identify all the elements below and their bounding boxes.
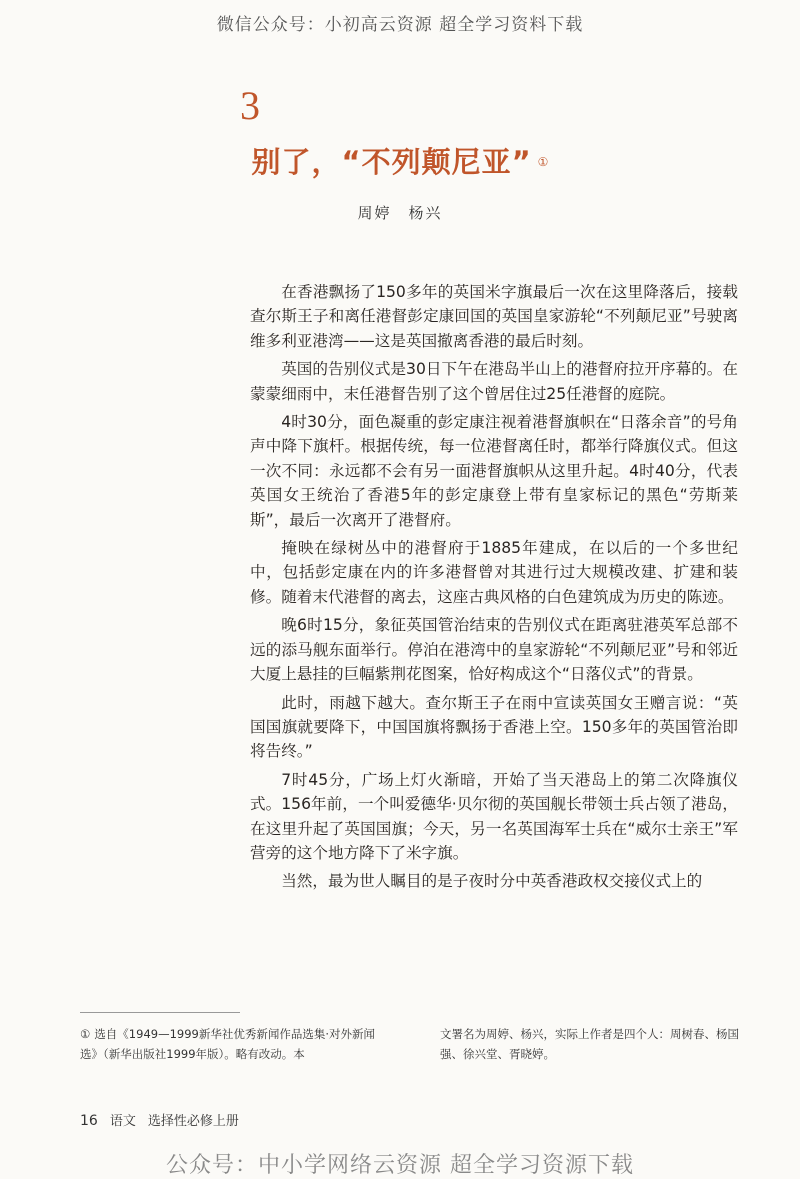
article-title: 别了，“不列颠尼亚” <box>251 145 532 179</box>
footnote <box>80 1024 740 1064</box>
title-footnote-marker: ① <box>537 154 549 169</box>
footer-book: 选择性必修上册 <box>147 1114 239 1129</box>
paragraph: 此时，雨越下越大。查尔斯王子在雨中宣读英国女王赠言说：“英国国旗就要降下，中国国旗将飘扬于香港上空。150多年的英国管治即将告终。” <box>250 693 738 761</box>
bottom-watermark: 公众号：中小学网络云资源 超全学习资源下载 <box>166 1153 634 1178</box>
footnote-divider <box>80 1012 240 1013</box>
footer-subject: 语文 <box>109 1114 136 1129</box>
page-number: 16 <box>80 1113 98 1129</box>
footnote-left-column <box>80 1024 390 1064</box>
footnote-marker: ① <box>80 1027 91 1041</box>
footnote-right-column: 文署名为周婷、杨兴，实际上作者是四个人：周树春、杨国强、徐兴堂、胥晓婷。 <box>440 1027 739 1061</box>
footnote-left-text: 选自《1949—1999新华社优秀新闻作品选集·对外新闻选》（新华出版社1999年版）。略有改动。本 <box>80 1027 375 1061</box>
title-container <box>0 140 800 181</box>
paragraph: 晚6时15分，象征英国管治结束的告别仪式在距离驻港英军总部不远的添马舰东面举行。停泊在港湾中的皇家游轮“不列颠尼亚”号和邻近大厦上悬挂的巨幅紫荆花图案，恰好构成这个“日落仪式”的背景。 <box>250 616 738 684</box>
top-watermark: 微信公众号：小初高云资源 超全学习资料下载 <box>216 15 584 35</box>
paragraph: 英国的告别仪式是30日下午在港岛半山上的港督府拉开序幕的。在蒙蒙细雨中，末任港督告别了这个曾居住过25任港督的庭院。 <box>250 360 738 403</box>
paragraph: 当然，最为世人瞩目的是子夜时分中英香港政权交接仪式上的 <box>281 872 703 891</box>
article-authors: 周婷 杨兴 <box>357 204 443 222</box>
lesson-number: 3 <box>240 83 260 128</box>
paragraph: 7时45分，广场上灯火渐暗，开始了当天港岛上的第二次降旗仪式。156年前，一个叫爱德华·贝尔彻的英国舰长带领士兵占领了港岛，在这里升起了英国国旗；今天，另一名英国海军士兵在“威尔士亲王”军营旁的这个地方降下了米字旗。 <box>250 770 738 862</box>
article-body <box>250 280 738 898</box>
paragraph: 掩映在绿树丛中的港督府于1885年建成，在以后的一个多世纪中，包括彭定康在内的许多港督曾对其进行过大规模改建、扩建和装修。随着末代港督的离去，这座古典风格的白色建筑成为历史的陈迹。 <box>250 539 738 606</box>
paragraph: 4时30分，面色凝重的彭定康注视着港督旗帜在“日落余音”的号角声中降下旗杆。根据传统，每一位港督离任时，都举行降旗仪式。但这一次不同：永远都不会有另一面港督旗帜从这里升起。4时40分，代表英国女王统治了香港5年的彭定康登上带有皇家标记的黑色“劳斯莱斯”，最后一次离开了港督府。 <box>250 413 738 529</box>
paragraph: 在香港飘扬了150多年的英国米字旗最后一次在这里降落后，接载查尔斯王子和离任港督彭定康回国的英国皇家游轮“不列颠尼亚”号驶离维多利亚港湾——这是英国撤离香港的最后时刻。 <box>250 283 738 350</box>
page-footer <box>80 1110 239 1129</box>
